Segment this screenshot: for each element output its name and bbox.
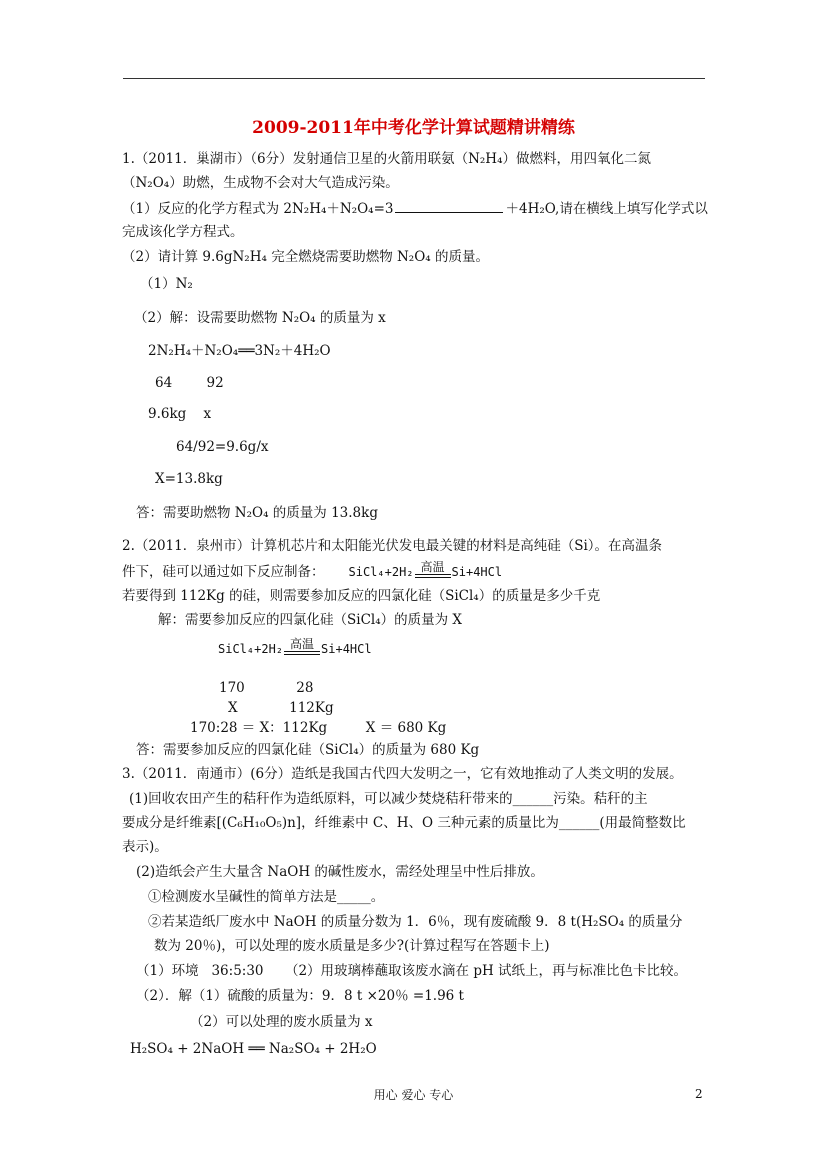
eq2-reactants: SiCl₄+2H₂ [218,642,284,656]
q1-part1-end: ＋4H₂O,请在横线上填写化学式以 [505,201,708,217]
q3-equation: H₂SO₄ + 2NaOH ══ Na₂SO₄ + 2H₂O [130,1041,377,1057]
page-title: 2009-2011年中考化学计算试题精讲精练 [252,118,575,138]
eq-products: Si+4HCl [451,565,503,579]
q1-part2: （2）请计算 9.6gN₂H₄ 完全燃烧需要助燃物 N₂O₄ 的质量。 [122,249,489,265]
q2-solution: 解：需要参加反应的四氯化硅（SiCl₄）的质量为 X [158,612,463,628]
q3-part2: (2)造纸会产生大量含 NaOH 的碱性废水，需经处理呈中性后排放。 [136,864,544,880]
q3-line1: 3.（2011．南通市）(6分）造纸是我国古代四大发明之一，它有效地推动了人类文明的发展。 [122,766,683,782]
q3-part2-q2-cont: 数为 20％)，可以处理的废水质量是多少?(计算过程写在答题卡上) [154,938,550,954]
q2-final-answer: 答：需要参加反应的四氯化硅（SiCl₄）的质量为 680 Kg [136,742,480,758]
q2-ratio: 170:28 ＝ X：112Kg X ＝ 680 Kg [190,720,447,736]
q1-result: X=13.8kg [155,471,223,487]
q1-equation: 2N₂H₄＋N₂O₄══3N₂＋4H₂O [148,343,331,359]
answer-blank [395,199,503,213]
q1-masses: 64 92 [155,375,224,391]
page-number: 2 [695,1087,703,1101]
q1-line1: 1.（2011．巢湖市）（6分）发射通信卫星的火箭用联氨（N₂H₄）做燃料，用四氧化二氮 [122,151,651,167]
q3-answers: （1）环境 36:5:30 （2）用玻璃棒蘸取该废水滴在 pH 试纸上，再与标准比色卡比较。 [136,963,688,979]
q2-equation-inline [348,559,503,579]
q3-part1: (1)回收农田产生的秸秆作为造纸原料，可以减少焚烧秸秆带来的______污染。秸秆的主 [129,791,648,807]
q3-part1-cont: 要成分是纤维素[(C₆H₁₀O₅)n]，纤维素中 C、H、O 三种元素的质量比为______(用最简整数比 [122,815,686,831]
q2-line3: 若要得到 112Kg 的硅，则需要参加反应的四氯化硅（SiCl₄）的质量是多少千克 [122,588,601,604]
eq-condition: 高温 [420,559,445,574]
q3-solution: （2）．解（1）硫酸的质量为：9．8 t ×20％ =1.96 t [136,988,464,1004]
page-footer: 用心 爱心 专心 [373,1088,454,1102]
q1-part1 [122,199,708,218]
reaction-arrow-2 [284,636,320,657]
q2-line2-text: 件下，硅可以通过如下反应制备： [122,564,325,580]
q2-equation [218,636,372,657]
q2-values: X 112Kg [228,700,334,716]
q1-line4: 完成该化学方程式。 [122,224,244,240]
eq-reactants: SiCl₄+2H₂ [348,565,414,579]
q2-line1: 2.（2011．泉州市）计算机芯片和太阳能光伏发电最关键的材料是高纯硅（Si）。在高温条 [122,538,663,554]
q1-part1-start: （1）反应的化学方程式为 2N₂H₄＋N₂O₄=3 [122,201,394,217]
q3-part1-end: 表示)。 [122,839,168,855]
reaction-arrow [415,559,451,580]
q1-final-answer: 答：需要助燃物 N₂O₄ 的质量为 13.8kg [136,505,378,521]
q1-answer1: （1）N₂ [140,276,193,292]
q2-line2 [122,559,503,581]
q3-solution-2: （2）可以处理的废水质量为 x [190,1014,373,1030]
header-rule [123,78,705,79]
q2-masses: 170 28 [219,680,314,696]
eq2-condition: 高温 [290,636,315,651]
q1-values: 9.6kg x [148,406,212,422]
eq2-products: Si+4HCl [321,642,372,656]
q3-part2-q2: ②若某造纸厂废水中 NaOH 的质量分数为 1．6％，现有废硫酸 9．8 t(H₂SO₄ 的质量分 [148,914,683,930]
q1-line2: （N₂O₄）助燃，生成物不会对大气造成污染。 [122,175,399,191]
q1-ratio: 64/92=9.6g/x [176,439,269,455]
q1-solution: （2）解：设需要助燃物 N₂O₄ 的质量为 x [134,310,386,326]
q3-part2-q1: ①检测废水呈碱性的简单方法是_____。 [148,889,385,905]
